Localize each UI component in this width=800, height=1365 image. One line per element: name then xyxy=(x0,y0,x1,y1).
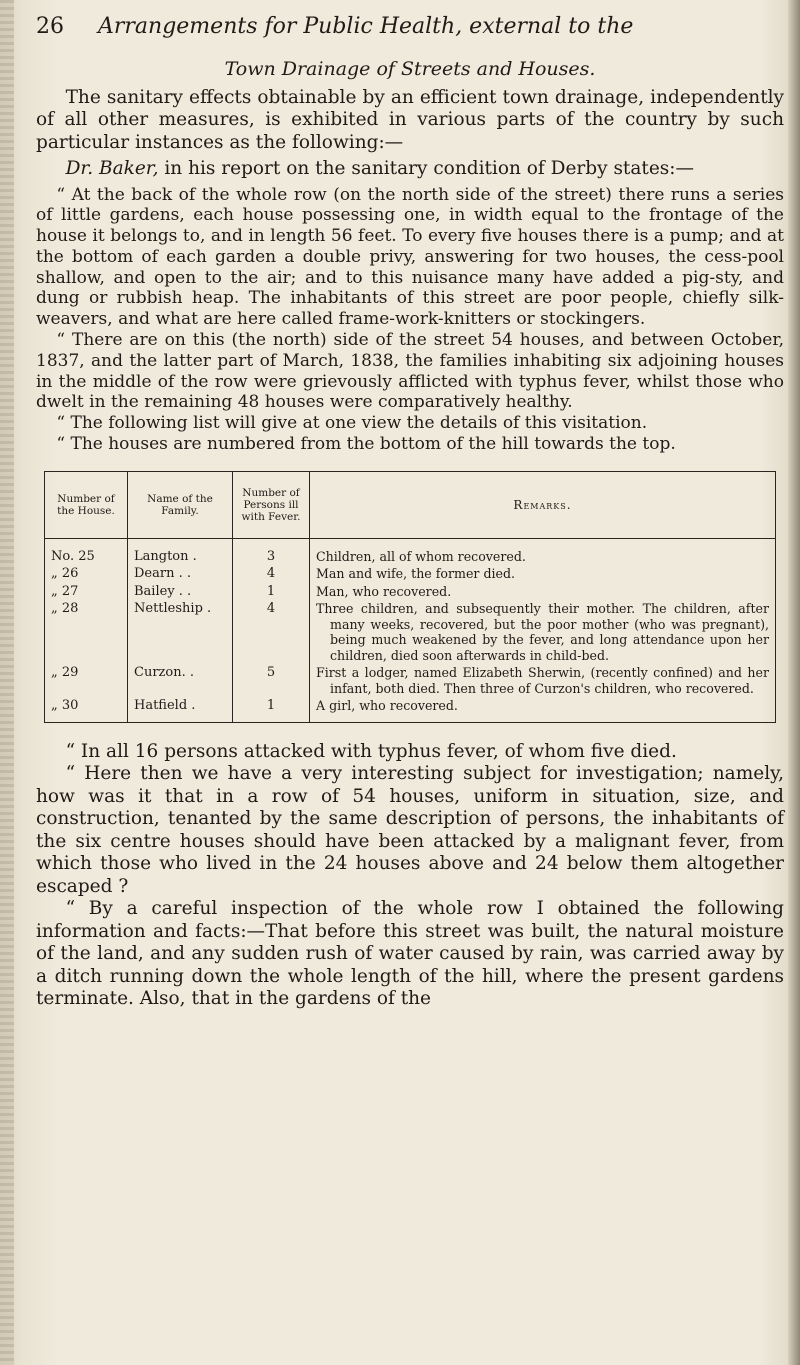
cell-remarks xyxy=(310,583,776,601)
header-family-name: Name of the Family. xyxy=(128,471,233,538)
quote-paragraph: “ At the back of the whole row (on the north side of the street) there runs a series of little gardens, each house possessing one, in width equal to the frontage of the house it belongs to, and in length 56 feet. To every five houses there is a pump; and at the bottom of each garden a double privy, answering for two houses, the cess-pool shallow, and open to the air; and to this nuisance many have added a pig-sty, and dung or rubbish heap. The inhabitants of this street are poor people, chiefly silk-weavers, and what are here called frame-work-knitters or stockingers. xyxy=(36,184,784,330)
header-remarks: Remarks. xyxy=(310,471,776,538)
section-title: Town Drainage of Streets and Houses. xyxy=(224,58,596,80)
remarks-text: Man and wife, the former died. xyxy=(316,566,516,582)
cell-family-name: Bailey . . xyxy=(128,583,233,601)
cell-family-name: Nettleship . xyxy=(128,600,233,664)
remarks-text: Man, who recovered. xyxy=(316,583,452,599)
quote-paragraph: “ The following list will give at one view the details of this visitation. xyxy=(56,413,648,434)
speaker-name: Dr. Baker, xyxy=(65,158,159,179)
cell-house-number: „ 27 xyxy=(45,583,128,601)
speaker-rest: in his report on the sanitary condition of Derby states:— xyxy=(158,158,695,179)
cell-family-name: Curzon. . xyxy=(128,664,233,697)
remarks-text: First a lodger, named Elizabeth Sherwin, (recently confined) and her infant, both died. Then three of Curzon's children, who recovered. xyxy=(316,665,769,696)
body-paragraph: “ Here then we have a very interesting subject for investigation; namely, how was it that in a row of 54 houses, uniform in situation, size, and construction, tenanted by the same description of persons, the inhabitants of the six centre houses should have been attacked by a malignant fever, from which those who lived in the 24 houses above and 24 below them altogether escaped ? xyxy=(36,763,784,897)
table-row xyxy=(45,600,776,664)
fever-table xyxy=(44,471,776,723)
table-row xyxy=(45,538,776,565)
table-row xyxy=(45,697,776,722)
cell-house-number: „ 29 xyxy=(45,664,128,697)
running-header xyxy=(36,14,776,48)
intro-paragraph: The sanitary effects obtainable by an efficient town drainage, independently of all other measures, is exhibited in various parts of the country by such particular instances as the following:— xyxy=(36,86,784,153)
table-header-row xyxy=(45,471,776,538)
cell-persons-ill: 1 xyxy=(233,697,310,722)
cell-house-number: „ 30 xyxy=(45,697,128,722)
page-number: 26 xyxy=(36,14,64,39)
header-persons-ill: Number of Persons ill with Fever. xyxy=(233,471,310,538)
cell-house-number: No. 25 xyxy=(45,538,128,565)
cell-remarks xyxy=(310,600,776,664)
body-paragraph: “ In all 16 persons attacked with typhus fever, of whom five died. xyxy=(65,740,677,762)
table-row xyxy=(45,664,776,697)
header-house-number: Number of the House. xyxy=(45,471,128,538)
cell-remarks xyxy=(310,538,776,565)
cell-remarks xyxy=(310,565,776,583)
cell-persons-ill: 4 xyxy=(233,600,310,664)
book-spine-shadow xyxy=(0,0,14,1365)
cell-house-number: „ 28 xyxy=(45,600,128,664)
closing-text xyxy=(36,741,784,1011)
cell-persons-ill: 3 xyxy=(233,538,310,565)
running-title: Arrangements for Public Health, external to the xyxy=(98,14,634,39)
cell-family-name: Hatfield . xyxy=(128,697,233,722)
remarks-text: Three children, and subsequently their mother. The children, after many weeks, recovered, but the poor mother (who was pregnant), being much weakened by the fever, and long attendance upon her children, died soon afterwards in child-bed. xyxy=(316,601,769,663)
page-content xyxy=(36,58,784,1011)
body-paragraph: “ By a careful inspection of the whole row I obtained the following information and facts:—That before this street was built, the natural moisture of the land, and any sudden rush of water caused by rain, was carried away by a ditch running down the whole length of the hill, where the present gardens terminate. Also, that in the gardens of the xyxy=(36,898,784,1010)
remarks-text: Children, all of whom recovered. xyxy=(316,548,526,564)
cell-persons-ill: 1 xyxy=(233,583,310,601)
quoted-report xyxy=(36,185,784,455)
cell-persons-ill: 4 xyxy=(233,565,310,583)
page-edge-shadow xyxy=(788,0,800,1365)
remarks-text: A girl, who recovered. xyxy=(316,698,458,714)
quote-paragraph: “ The houses are numbered from the bottom of the hill towards the top. xyxy=(56,434,676,455)
cell-house-number: „ 26 xyxy=(45,565,128,583)
table-row xyxy=(45,565,776,583)
cell-family-name: Langton . xyxy=(128,538,233,565)
quote-paragraph: “ There are on this (the north) side of the street 54 houses, and between October, 1837, and the latter part of March, 1838, the families inhabiting six adjoining houses in the middle of the row were grievously afflicted with typhus fever, whilst those who dwelt in the remaining 48 houses were comparatively healthy. xyxy=(36,330,784,413)
cell-family-name: Dearn . . xyxy=(128,565,233,583)
cell-persons-ill: 5 xyxy=(233,664,310,697)
cell-remarks xyxy=(310,664,776,697)
cell-remarks xyxy=(310,697,776,722)
speaker-line xyxy=(36,158,784,181)
table-row xyxy=(45,583,776,601)
